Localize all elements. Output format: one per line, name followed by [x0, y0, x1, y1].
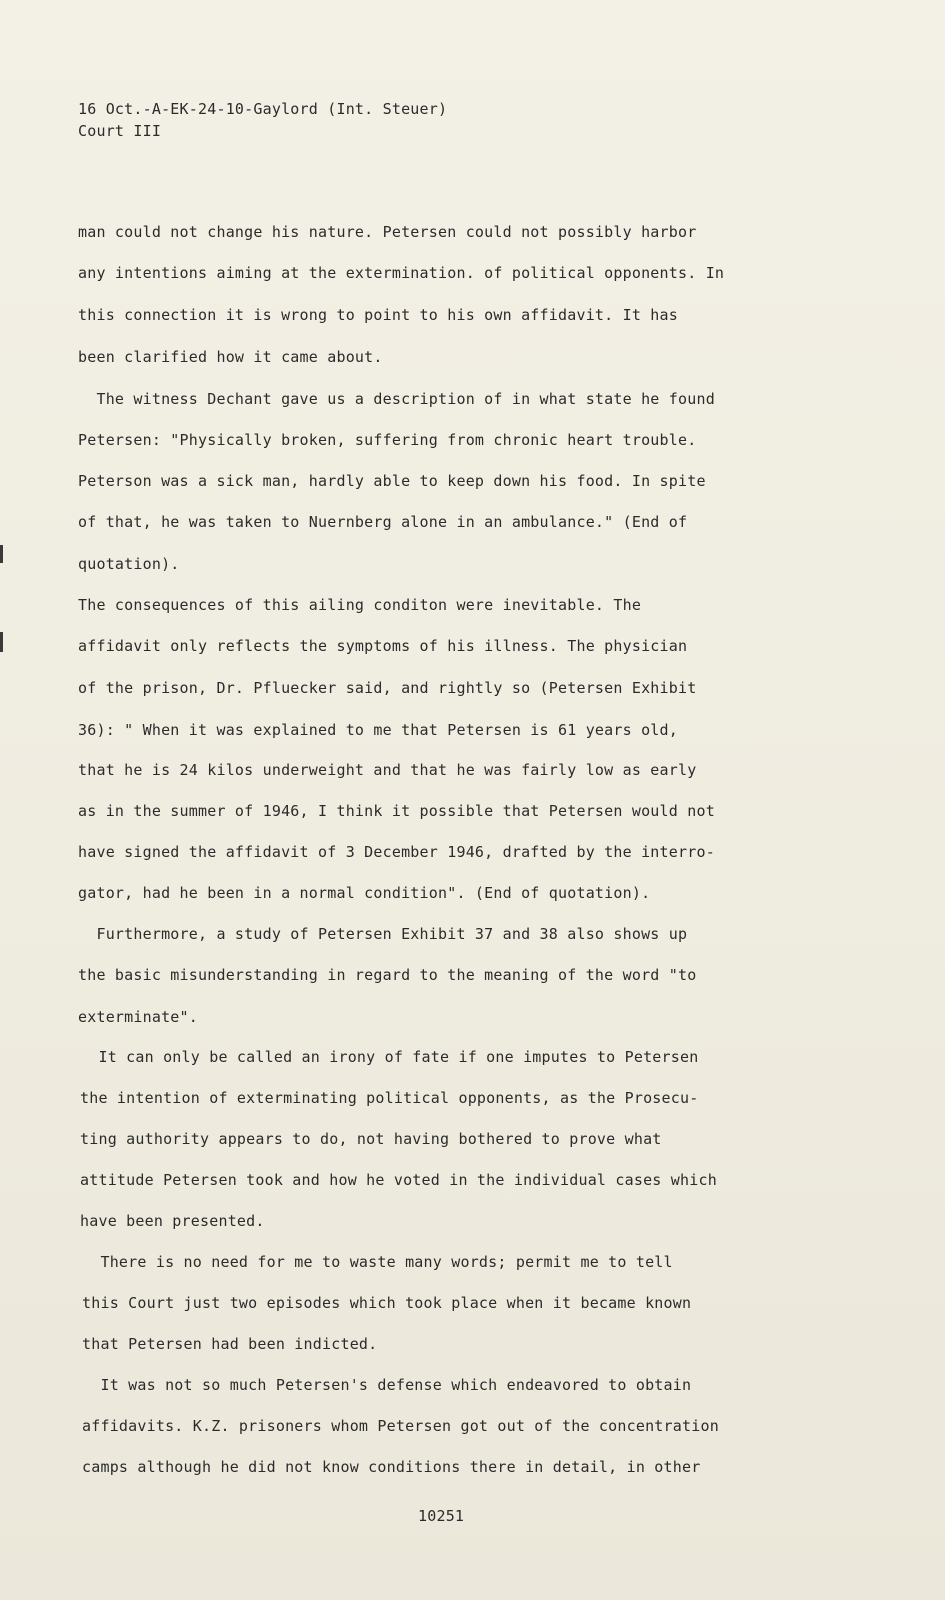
text-line: this Court just two episodes which took place when it became known: [82, 1294, 692, 1312]
document-header: [78, 98, 447, 142]
text-line: Furthermore, a study of Petersen Exhibit 37 and 38 also shows up: [78, 925, 688, 943]
text-line: Peterson was a sick man, hardly able to keep down his food. In spite: [78, 472, 706, 490]
text-line: affidavit only reflects the symptoms of his illness. The physician: [78, 637, 688, 655]
text-line: gator, had he been in a normal condition". (End of quotation).: [78, 884, 651, 902]
text-line: the basic misunderstanding in regard to the meaning of the word "to: [78, 966, 697, 984]
text-line: camps although he did not know conditions there in detail, in other: [82, 1458, 701, 1476]
text-line: any intentions aiming at the extermination. of political opponents. In: [78, 264, 725, 282]
text-line: It was not so much Petersen's defense which endeavored to obtain: [82, 1376, 692, 1394]
text-line: the intention of exterminating political opponents, as the Prosecu-: [80, 1089, 699, 1107]
text-line: of the prison, Dr. Pfluecker said, and rightly so (Petersen Exhibit: [78, 679, 697, 697]
text-line: There is no need for me to waste many words; permit me to tell: [82, 1253, 673, 1271]
text-line: exterminate".: [78, 1008, 198, 1026]
text-line: Petersen: "Physically broken, suffering from chronic heart trouble.: [78, 431, 697, 449]
text-line: It can only be called an irony of fate if one imputes to Petersen: [80, 1048, 699, 1066]
text-line: that he is 24 kilos underweight and that he was fairly low as early: [78, 761, 697, 779]
text-line: been clarified how it came about.: [78, 348, 383, 366]
binding-edge-mark: [0, 545, 3, 563]
text-line: attitude Petersen took and how he voted in the individual cases which: [80, 1171, 717, 1189]
header-court-line: Court III: [78, 122, 162, 140]
text-line: man could not change his nature. Petersen could not possibly harbor: [78, 223, 697, 241]
binding-edge-mark: [0, 632, 3, 652]
text-line: The consequences of this ailing conditon were inevitable. The: [78, 596, 642, 614]
text-line: have been presented.: [80, 1212, 265, 1230]
text-line: that Petersen had been indicted.: [82, 1335, 378, 1353]
text-line: of that, he was taken to Nuernberg alone in an ambulance." (End of: [78, 513, 688, 531]
text-line: this connection it is wrong to point to his own affidavit. It has: [78, 306, 678, 324]
text-line: affidavits. K.Z. prisoners whom Petersen got out of the concentration: [82, 1417, 719, 1435]
text-line: as in the summer of 1946, I think it possible that Petersen would not: [78, 802, 715, 820]
page-number: 10251: [418, 1507, 465, 1525]
text-line: The witness Dechant gave us a description of in what state he found: [78, 390, 715, 408]
text-line: 36): " When it was explained to me that Petersen is 61 years old,: [78, 721, 678, 739]
text-line: have signed the affidavit of 3 December 1946, drafted by the interro-: [78, 843, 715, 861]
header-reference-line: 16 Oct.-A-EK-24-10-Gaylord (Int. Steuer): [78, 100, 448, 118]
text-line: ting authority appears to do, not having bothered to prove what: [80, 1130, 662, 1148]
text-line: quotation).: [78, 555, 180, 573]
